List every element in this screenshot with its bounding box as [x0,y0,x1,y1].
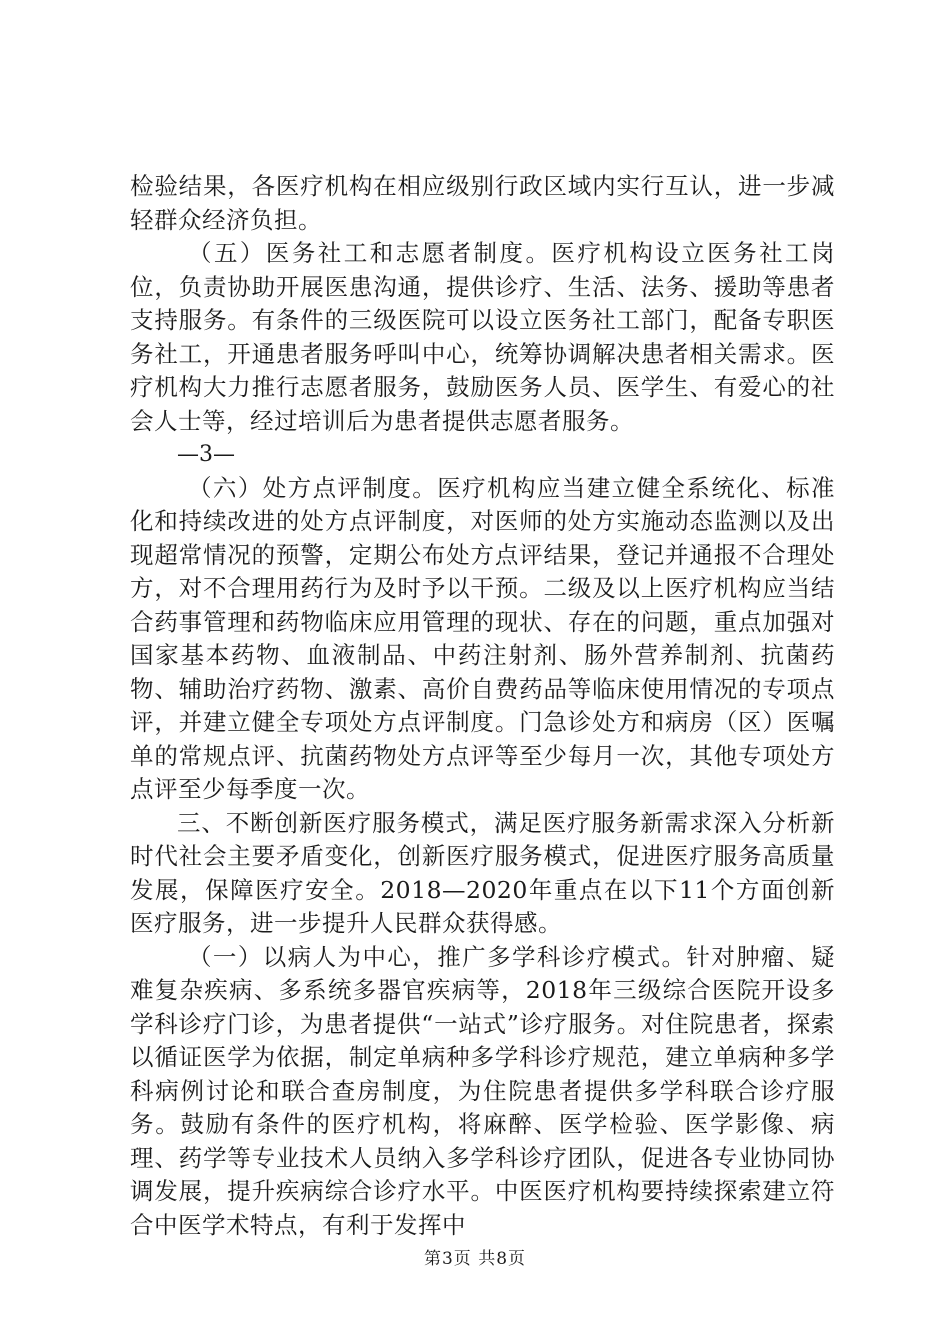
inline-page-number: —3— [177,442,235,467]
paragraph-social-work: （五）医务社工和志愿者制度。医疗机构设立医务社工岗位，负责协助开展医患沟通，提供诊疗、生活、法务、援助等患者支持服务。有条件的三级医院可以设立医务社工部门，配备专职医务社工，开通患者服务呼叫中心，统筹协调解决患者相关需求。医疗机构大力推行志愿者服务，鼓励医务人员、医学生、有爱心的社会人士等，经过培训后为患者提供志愿者服务。 [130,239,835,435]
paragraph-section-three: 三、不断创新医疗服务模式，满足医疗服务新需求深入分析新时代社会主要矛盾变化，创新医疗服务模式，促进医疗服务高质量发展，保障医疗安全。2018—2020年重点在以下11个方面创新医疗服务，进一步提升人民群众获得感。 [130,808,835,937]
document-body [130,170,835,1242]
paragraph-prescription-review: （六）处方点评制度。医疗机构应当建立健全系统化、标准化和持续改进的处方点评制度，对医师的处方实施动态监测以及出现超常情况的预警，定期公布处方点评结果，登记并通报不合理处方，对不合理用药行为及时予以干预。二级及以上医疗机构应当结合药事管理和药物临床应用管理的现状、存在的问题，重点加强对国家基本药物、血液制品、中药注射剂、肠外营养制剂、抗菌药物、辅助治疗药物、激素、高价自费药品等临床使用情况的专项点评，并建立健全专项处方点评制度。门急诊处方和病房（区）医嘱单的常规点评、抗菌药物处方点评等至少每月一次，其他专项处方点评至少每季度一次。 [130,473,835,803]
paragraph-multidisciplinary: （一）以病人为中心，推广多学科诊疗模式。针对肿瘤、疑难复杂疾病、多系统多器官疾病等，2018年三级综合医院开设多学科诊疗门诊，为患者提供“一站式”诊疗服务。对住院患者，探索以循证医学为依据，制定单病种多学科诊疗规范，建立单病种多学科病例讨论和联合查房制度，为住院患者提供多学科联合诊疗服务。鼓励有条件的医疗机构，将麻醉、医学检验、医学影像、病理、药学等专业技术人员纳入多学科诊疗团队，促进各专业协同协调发展，提升疾病综合诊疗水平。中医医疗机构要持续探索建立符合中医学术特点，有利于发挥中 [130,942,835,1239]
paragraph-continuation: 检验结果，各医疗机构在相应级别行政区域内实行互认，进一步减轻群众经济负担。 [130,172,835,234]
page-footer: 第3页 共8页 [423,1249,527,1269]
